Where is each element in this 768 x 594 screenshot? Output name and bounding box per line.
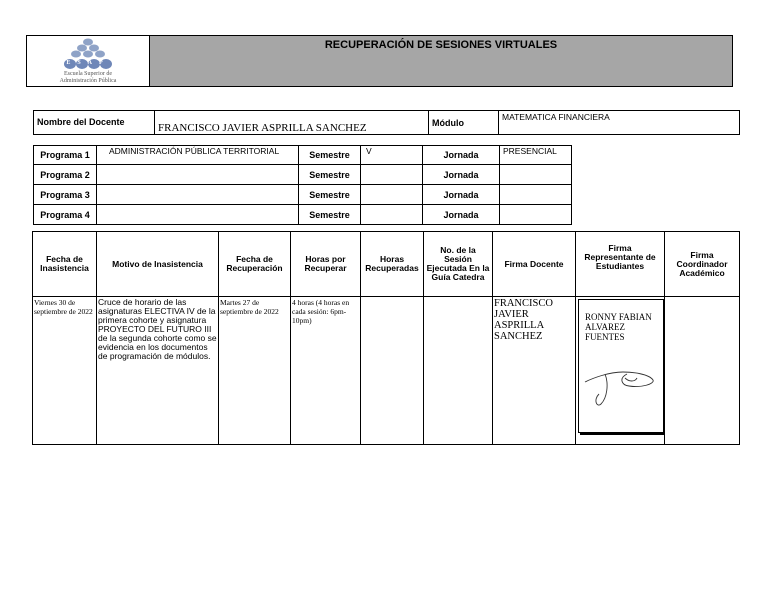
programa-2-label: Programa 2: [33, 164, 97, 185]
td-fecha-inasistencia: Viernes 30 de septiembre de 2022: [32, 296, 97, 445]
jornada-4-value: [499, 204, 572, 225]
th-firma-representante: Firma Representante de Estudiantes: [575, 231, 665, 297]
header-logo-box: [26, 35, 150, 87]
programa-4-value: [96, 204, 299, 225]
modulo-label: Módulo: [428, 110, 499, 135]
semestre-3-value: [360, 184, 423, 205]
td-horas-recuperadas: [360, 296, 424, 445]
modulo-value: MATEMATICA FINANCIERA: [498, 110, 740, 135]
th-firma-coordinador: Firma Coordinador Académico: [664, 231, 740, 297]
jornada-2-value: [499, 164, 572, 185]
td-firma-coordinador: [664, 296, 740, 445]
semestre-1-value: V: [360, 145, 423, 165]
semestre-3-label: Semestre: [298, 184, 361, 205]
td-fecha-recuperacion: Martes 27 de septiembre de 2022: [218, 296, 291, 445]
jornada-4-label: Jornada: [422, 204, 500, 225]
th-firma-docente: Firma Docente: [492, 231, 576, 297]
logo-letters: ESAP: [66, 60, 110, 66]
docente-value: FRANCISCO JAVIER ASPRILLA SANCHEZ: [154, 110, 429, 135]
jornada-3-label: Jornada: [422, 184, 500, 205]
header-title-box: [149, 35, 733, 87]
jornada-1-value: PRESENCIAL: [499, 145, 572, 165]
jornada-1-label: Jornada: [422, 145, 500, 165]
th-horas-recuperadas: Horas Recuperadas: [360, 231, 424, 297]
page-title: RECUPERACIÓN DE SESIONES VIRTUALES: [324, 39, 558, 51]
programa-1-label: Programa 1: [33, 145, 97, 165]
td-firma-representante: [575, 296, 665, 445]
td-horas-por-recuperar: 4 horas (4 horas en cada sesión: 6pm-10pm): [290, 296, 361, 445]
th-motivo: Motivo de Inasistencia: [96, 231, 219, 297]
semestre-1-label: Semestre: [298, 145, 361, 165]
docente-label: Nombre del Docente: [33, 110, 155, 135]
handwritten-signature-icon: [579, 358, 665, 418]
semestre-2-value: [360, 164, 423, 185]
logo-text-line2: Administración Pública: [59, 78, 117, 84]
semestre-2-label: Semestre: [298, 164, 361, 185]
th-horas-por-recuperar: Horas por Recuperar: [290, 231, 361, 297]
td-motivo: Cruce de horario de las asignaturas ELECTIVA IV de la primera cohorte y asignatura PROYECTO DEL FUTURO III de la segunda cohorte como se evidencia en los documentos de programación de módulos.: [96, 296, 219, 445]
td-firma-docente: FRANCISCO JAVIER ASPRILLA SANCHEZ: [492, 296, 576, 445]
semestre-4-label: Semestre: [298, 204, 361, 225]
th-no-sesion: No. de la Sesión Ejecutada En la Guía Catedra: [423, 231, 493, 297]
jornada-3-value: [499, 184, 572, 205]
th-fecha-inasistencia: Fecha de Inasistencia: [32, 231, 97, 297]
programa-2-value: [96, 164, 299, 185]
jornada-2-label: Jornada: [422, 164, 500, 185]
th-fecha-recuperacion: Fecha de Recuperación: [218, 231, 291, 297]
signature-box: RONNY FABIAN ALVAREZ FUENTES: [578, 299, 664, 433]
programa-3-label: Programa 3: [33, 184, 97, 205]
td-no-sesion: [423, 296, 493, 445]
semestre-4-value: [360, 204, 423, 225]
programa-1-value: ADMINISTRACIÓN PÚBLICA TERRITORIAL: [96, 145, 299, 165]
logo-text-line1: Escuela Superior de: [64, 71, 112, 77]
programa-4-label: Programa 4: [33, 204, 97, 225]
programa-3-value: [96, 184, 299, 205]
